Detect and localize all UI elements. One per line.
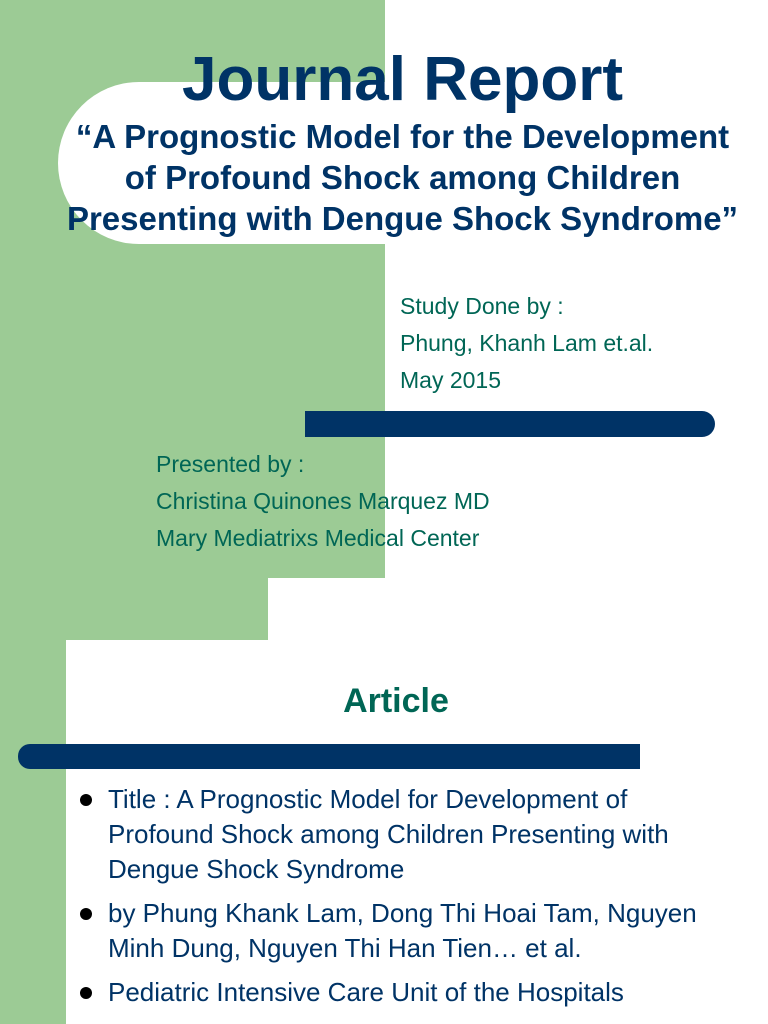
presented-label: Presented by :	[156, 451, 305, 477]
article-heading: Article	[343, 682, 449, 720]
presenter-info	[156, 446, 490, 557]
bullet-icon	[80, 794, 92, 806]
list-item	[78, 782, 738, 887]
navy-divider-bar	[305, 411, 715, 437]
green-background-lower	[0, 578, 268, 640]
navy-divider-bar	[18, 744, 640, 769]
study-info	[400, 288, 653, 399]
bullet-text: Title : A Prognostic Model for Development of Profound Shock among Children Presenting with Dengue Shock Syndrome	[108, 784, 669, 884]
bullet-text: by Phung Khank Lam, Dong Thi Hoai Tam, Nguyen Minh Dung, Nguyen Thi Han Tien… et al.	[108, 898, 697, 963]
green-side-panel	[0, 640, 66, 1024]
list-item	[78, 896, 738, 966]
presenter-institution: Mary Mediatrixs Medical Center	[156, 525, 480, 551]
presenter-name: Christina Quinones Marquez MD	[156, 488, 490, 514]
white-bottom-panel	[268, 578, 768, 640]
bullet-icon	[80, 987, 92, 999]
study-label: Study Done by :	[400, 293, 564, 319]
article-slide	[0, 640, 768, 1024]
article-bullet-list	[78, 782, 738, 1019]
bullet-icon	[80, 908, 92, 920]
study-authors: Phung, Khanh Lam et.al.	[400, 330, 654, 356]
slide-title: Journal Report	[182, 45, 623, 114]
study-date: May 2015	[400, 367, 502, 393]
bullet-text: Pediatric Intensive Care Unit of the Hospitals	[108, 977, 624, 1007]
slide-subtitle: “A Prognostic Model for the Development of Profound Shock among Children Presenting with Dengue Shock Syndrome”	[66, 118, 739, 237]
list-item	[78, 975, 738, 1010]
